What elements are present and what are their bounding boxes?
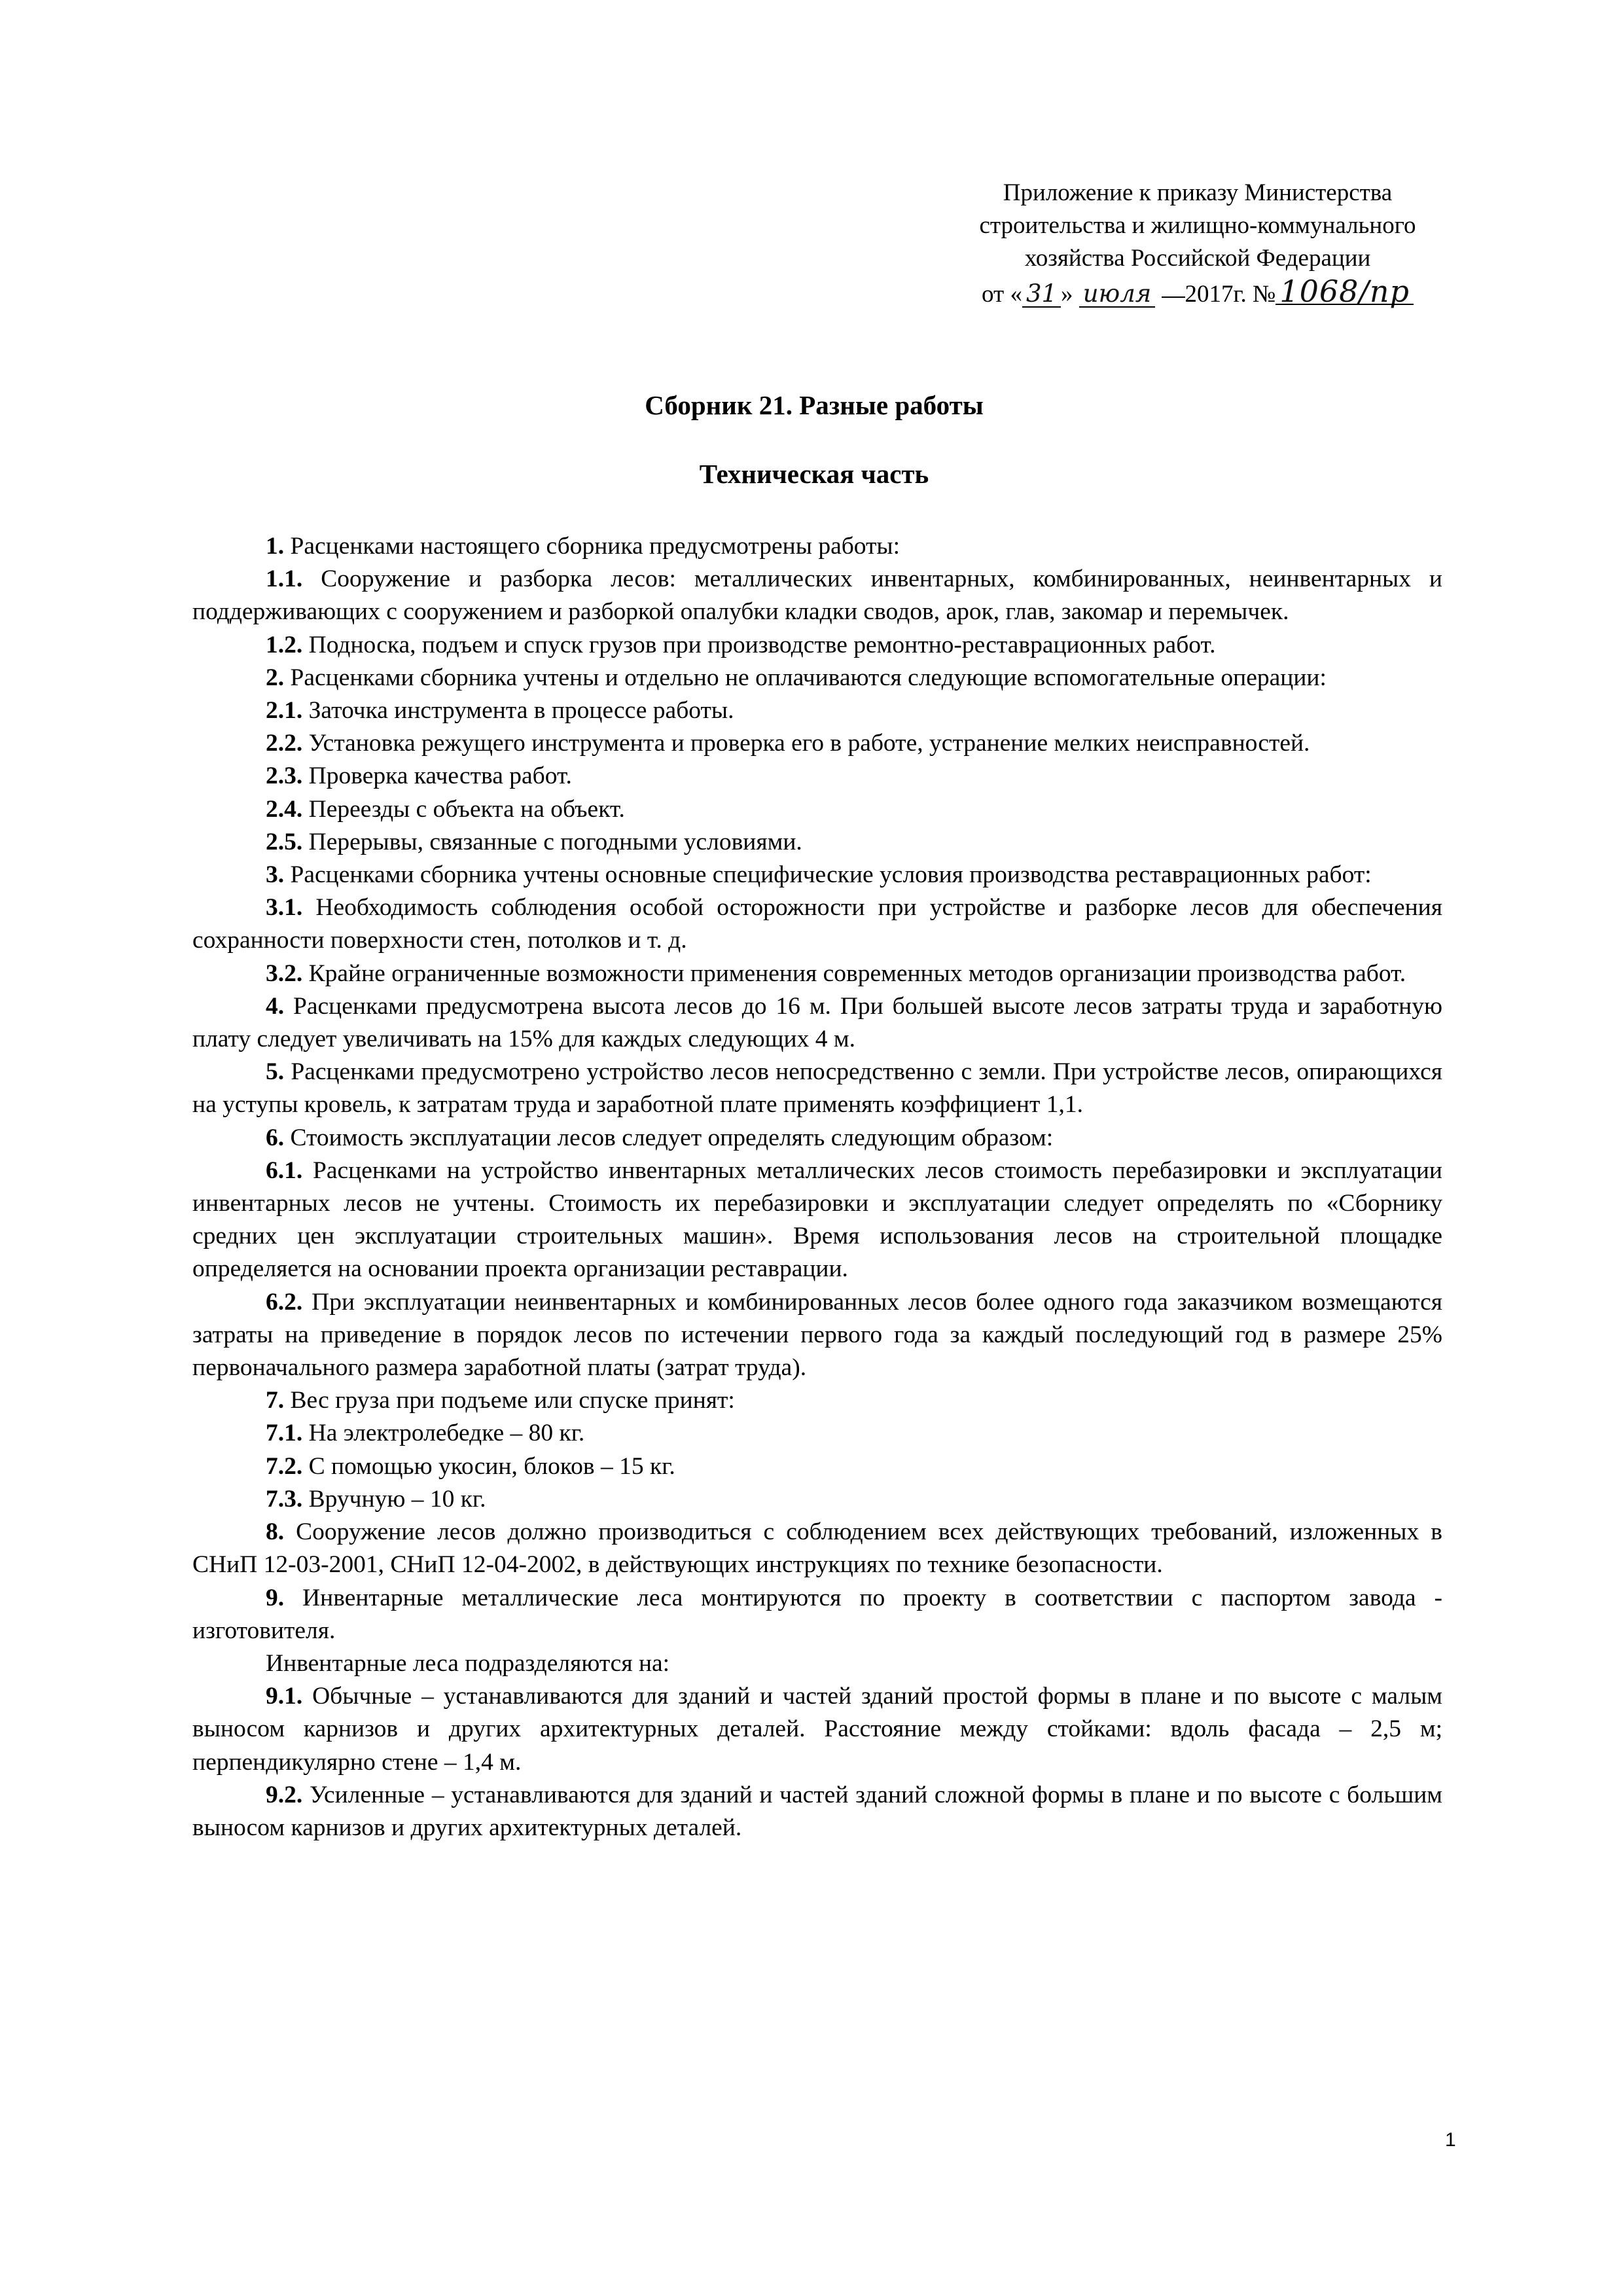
paragraph-text: С помощью укосин, блоков – 15 кг.: [302, 1452, 675, 1480]
paragraph-number: 1.: [266, 533, 285, 560]
paragraph-text: Подноска, подъем и спуск грузов при производстве ремонтно-реставрационных работ.: [302, 631, 1216, 658]
handwritten-day: 31: [1022, 278, 1061, 310]
paragraph-text: Сооружение и разборка лесов: металлических инвентарных, комбинированных, неинвентарных и поддерживающих с сооружением и разборкой опалубки кладки сводов, арок, глав, закомар и перемычек.: [192, 565, 1442, 626]
paragraph-number: 7.: [266, 1387, 285, 1414]
paragraph-number: 2.5.: [266, 828, 303, 855]
paragraph: [192, 1647, 1442, 1680]
paragraph: [192, 1680, 1442, 1779]
paragraph-text: Вручную – 10 кг.: [302, 1485, 486, 1513]
document-title: Сборник 21. Разные работы: [645, 390, 984, 420]
paragraph-text: На электролебедке – 80 кг.: [302, 1420, 585, 1447]
paragraph-number: 4.: [266, 992, 285, 1020]
paragraph-text: Заточка инструмента в процессе работы.: [302, 697, 734, 725]
handwritten-order-number: 1068/пр: [1275, 275, 1414, 308]
date-blank: [1162, 296, 1185, 298]
paragraph-number: 9.1.: [266, 1683, 303, 1710]
paragraph-number: 6.2.: [266, 1288, 303, 1316]
date-prefix: от «: [982, 281, 1022, 308]
paragraph-text: Расценками на устройство инвентарных металлических лесов стоимость перебазировки и эксплуатации инвентарных лесов не учтены. Стоимость их перебазировки и эксплуатации следует определять по «Сборнику средних цен эксплуатации строительных машин». Время использования лесов на строительной площадке определяется на основании проекта организации реставрации.: [192, 1157, 1442, 1283]
document-body: [192, 530, 1442, 1844]
paragraph-number: 1.1.: [266, 565, 303, 593]
paragraph-text: Необходимость соблюдения особой осторожности при устройстве и разборке лесов для обеспечения сохранности поверхности стен, потолков и т. д.: [192, 894, 1442, 954]
date-close-quote: »: [1061, 281, 1073, 308]
paragraph: [192, 1417, 1442, 1450]
paragraph-text: Усиленные – устанавливаются для зданий и частей зданий сложной формы в плане и по высоте с большим выносом карнизов и других архитектурных деталей.: [192, 1781, 1442, 1841]
handwritten-month: июля: [1079, 278, 1155, 310]
approval-header: [903, 177, 1492, 311]
paragraph-number: 9.: [266, 1584, 285, 1611]
paragraph: [192, 1516, 1442, 1581]
paragraph-text: Сооружение лесов должно производиться с соблюдением всех действующих требований, изложенных в СНиП 12-03-2001, СНиП 12-04-2002, в действующих инструкциях по технике безопасности.: [192, 1518, 1442, 1579]
paragraph-text: Проверка качества работ.: [302, 762, 572, 790]
paragraph-number: 2.4.: [266, 795, 303, 823]
paragraph-number: 3.: [266, 861, 285, 889]
paragraph-text: Инвентарные металлические леса монтируются по проекту в соответствии с паспортом завода - изготовителя.: [192, 1584, 1442, 1644]
paragraph-text: Расценками предусмотрена высота лесов до 16 м. При большей высоте лесов затраты труда и заработную плату следует увеличивать на 15% для каждых следующих 4 м.: [192, 992, 1442, 1053]
paragraph-number: 2.: [266, 664, 285, 691]
paragraph-text: Обычные – устанавливаются для зданий и частей зданий простой формы в плане и по высоте с малым выносом карнизов и других архитектурных деталей. Расстояние между стойками: вдоль фасада – 2,5 м; перпендикулярно стене – 1,4 м.: [192, 1683, 1442, 1776]
header-line-2: строительства и жилищно-коммунального: [979, 212, 1416, 239]
paragraph: [192, 1450, 1442, 1483]
paragraph: [192, 859, 1442, 891]
paragraph: [192, 1056, 1442, 1121]
paragraph: [192, 1582, 1442, 1647]
paragraph-number: 7.3.: [266, 1485, 303, 1513]
paragraph: [192, 694, 1442, 727]
paragraph: [192, 1155, 1442, 1286]
paragraph: [192, 727, 1442, 760]
paragraph: [192, 530, 1442, 563]
paragraph: [192, 760, 1442, 793]
paragraph: [192, 793, 1442, 826]
paragraph-number: 8.: [266, 1518, 285, 1546]
paragraph-text: Крайне ограниченные возможности применения современных методов организации производства работ.: [302, 960, 1406, 987]
paragraph-number: 1.2.: [266, 631, 303, 658]
paragraph-text: Переезды с объекта на объект.: [302, 795, 625, 823]
paragraph-text: Стоимость эксплуатации лесов следует определять следующим образом:: [284, 1124, 1054, 1151]
paragraph: [192, 1286, 1442, 1385]
paragraph: [192, 1384, 1442, 1417]
paragraph: [192, 629, 1442, 662]
paragraph: [192, 958, 1442, 990]
order-date-line: [903, 275, 1492, 311]
paragraph: [192, 662, 1442, 694]
paragraph: [192, 990, 1442, 1056]
paragraph-text: Расценками сборника учтены основные специфические условия производства реставрационных работ:: [284, 861, 1372, 889]
paragraph-number: 3.2.: [266, 960, 303, 987]
paragraph-text: Перерывы, связанные с погодными условиями.: [302, 828, 802, 855]
paragraph-number: 7.2.: [266, 1452, 303, 1480]
paragraph: [192, 1483, 1442, 1516]
page-number: 1: [1445, 2129, 1456, 2151]
paragraph-text: При эксплуатации неинвентарных и комбинированных лесов более одного года заказчиком возмещаются затраты на приведение в порядок лесов по истечении первого года за каждый последующий год в размере 25% первоначального размера заработной платы (затрат труда).: [192, 1288, 1442, 1382]
paragraph-text: Расценками настоящего сборника предусмотрены работы:: [284, 533, 901, 560]
paragraph: [192, 563, 1442, 628]
section-title: Техническая часть: [699, 459, 929, 489]
paragraph: [192, 826, 1442, 859]
paragraph-number: 2.3.: [266, 762, 303, 790]
paragraph-number: 3.1.: [266, 894, 303, 922]
header-line-1: Приложение к приказу Министерства: [1003, 179, 1393, 206]
paragraph-text: Инвентарные леса подразделяются на:: [266, 1649, 670, 1677]
paragraph-number: 2.2.: [266, 730, 303, 757]
paragraph-text: Вес груза при подъеме или спуске принят:: [284, 1387, 735, 1414]
paragraph-number: 5.: [266, 1058, 285, 1086]
date-year: 2017г. №: [1185, 281, 1276, 308]
paragraph-number: 6.: [266, 1124, 285, 1151]
header-line-3: хозяйства Российской Федерации: [1024, 245, 1371, 272]
paragraph-text: Установка режущего инструмента и проверка его в работе, устранение мелких неисправностей.: [302, 730, 1310, 757]
paragraph-number: 7.1.: [266, 1420, 303, 1447]
paragraph: [192, 891, 1442, 957]
paragraph-number: 6.1.: [266, 1157, 303, 1184]
paragraph: [192, 1779, 1442, 1844]
paragraph: [192, 1122, 1442, 1155]
paragraph-number: 9.2.: [266, 1781, 303, 1808]
paragraph-number: 2.1.: [266, 697, 303, 725]
paragraph-text: Расценками сборника учтены и отдельно не оплачиваются следующие вспомогательные операции:: [284, 664, 1327, 691]
paragraph-text: Расценками предусмотрено устройство лесов непосредственно с земли. При устройстве лесов, опирающихся на уступы кровель, к затратам труда и заработной плате применять коэффициент 1,1.: [192, 1058, 1442, 1119]
